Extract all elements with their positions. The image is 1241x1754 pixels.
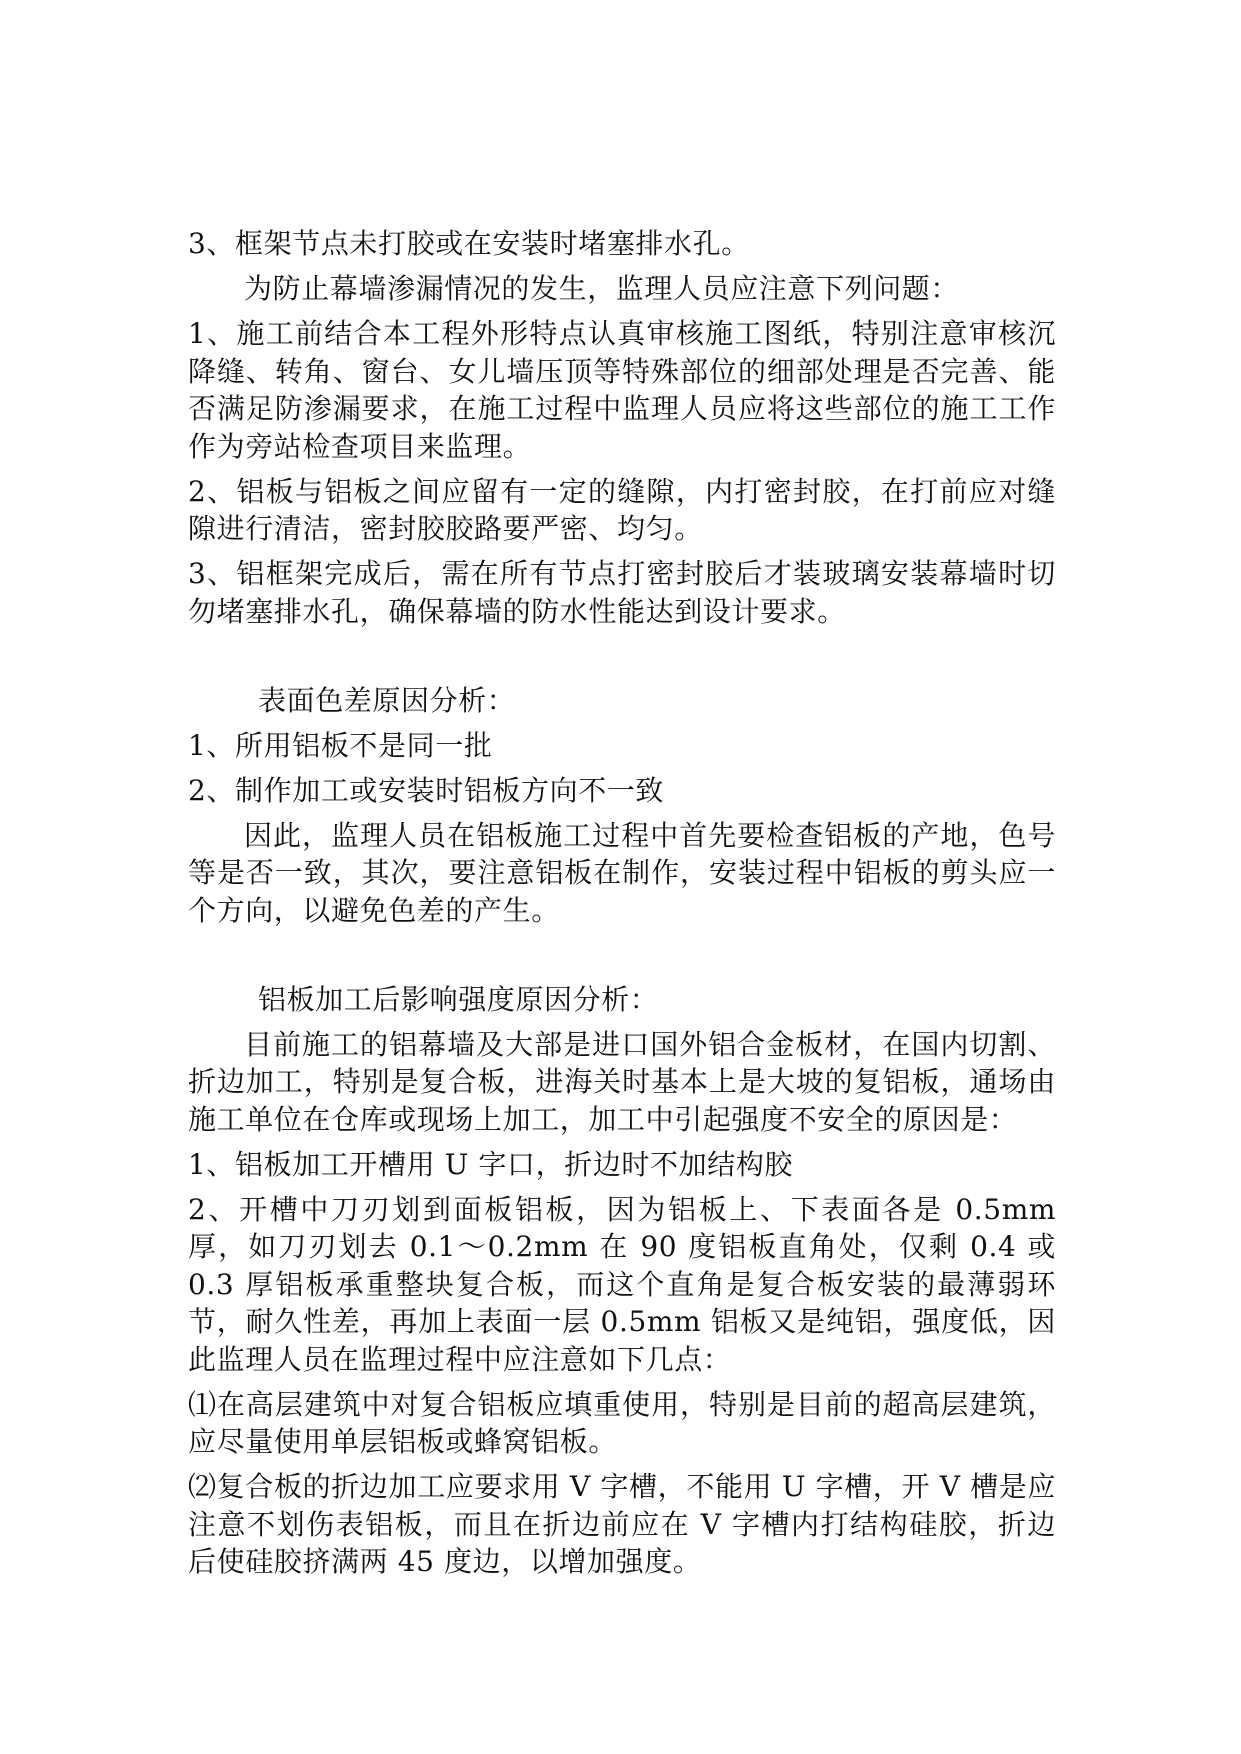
paragraph-strength-point-2: ⑵复合板的折边加工应要求用 V 字槽，不能用 U 字槽，开 V 槽是应注意不划伤表铝板，而且在折边前应在 V 字槽内打结构硅胶，折边后使硅胶挤满两 45 度边，以增加强度。: [188, 1470, 1056, 1578]
paragraph-strength-point-1: ⑴在高层建筑中对复合铝板应填重使用，特别是目前的超高层建筑，应尽量使用单层铝板或蜂窝铝板。: [188, 1387, 1056, 1458]
paragraph-leak-item-3: 3、铝框架完成后，需在所有节点打密封胶后才装玻璃安装幕墙时切勿堵塞排水孔，确保幕墙的防水性能达到设计要求。: [188, 557, 1056, 628]
paragraph-color-conclusion: 因此，监理人员在铝板施工过程中首先要检查铝板的产地，色号等是否一致，其次，要注意铝板在制作，安装过程中铝板的剪头应一个方向，以避免色差的产生。: [188, 818, 1056, 927]
paragraph-strength-item-2: 2、开槽中刀刃划到面板铝板，因为铝板上、下表面各是 0.5mm 厚，如刀刃划去 0.1～0.2mm 在 90 度铝板直角处，仅剩 0.4 或 0.3 厚铝板承重整块复合板，而这个直角是复合板安装的最薄弱环节，耐久性差，再加上表面一层 0.5mm 铝板又是纯铝，强度低，因此监理人员在监理过程中应注意如下几点：: [188, 1192, 1056, 1376]
paragraph-color-item-2: 2、制作加工或安装时铝板方向不一致: [188, 773, 665, 807]
paragraph-drainage-cause: 3、框架节点未打胶或在安装时堵塞排水孔。: [188, 227, 750, 260]
section-spacer: [188, 638, 1056, 682]
paragraph-leak-item-2: 2、铝板与铝板之间应留有一定的缝隙，内打密封胶，在打前应对缝隙进行清洁，密封胶胶路要严密、均匀。: [188, 474, 1056, 545]
paragraph-leak-prevention-intro: 为防止幕墙渗漏情况的发生，监理人员应注意下列问题：: [244, 272, 960, 305]
paragraph-strength-intro: 目前施工的铝幕墙及大部是进口国外铝合金板材，在国内切割、折边加工，特别是复合板，进海关时基本上是大坡的复铝板，通场由施工单位在仓库或现场上加工，加工中引起强度不安全的原因是：: [188, 1027, 1056, 1136]
paragraph-strength-item-1: 1、铝板加工开槽用 U 字口，折边时不加结构胶: [188, 1147, 794, 1181]
paragraph-leak-item-1: 1、施工前结合本工程外形特点认真审核施工图纸，特别注意审核沉降缝、转角、窗台、女儿墙压顶等特殊部位的细部处理是否完善、能否满足防渗漏要求，在施工过程中监理人员应将这些部位的施工工作作为旁站检查项目来监理。: [188, 317, 1056, 463]
document-body: [188, 225, 1056, 1588]
section-heading-strength: 铝板加工后影响强度原因分析：: [258, 982, 659, 1016]
section-heading-color-difference: 表面色差原因分析：: [258, 683, 516, 717]
section-spacer: [188, 937, 1056, 981]
paragraph-color-item-1: 1、所用铝板不是同一批: [188, 728, 493, 762]
